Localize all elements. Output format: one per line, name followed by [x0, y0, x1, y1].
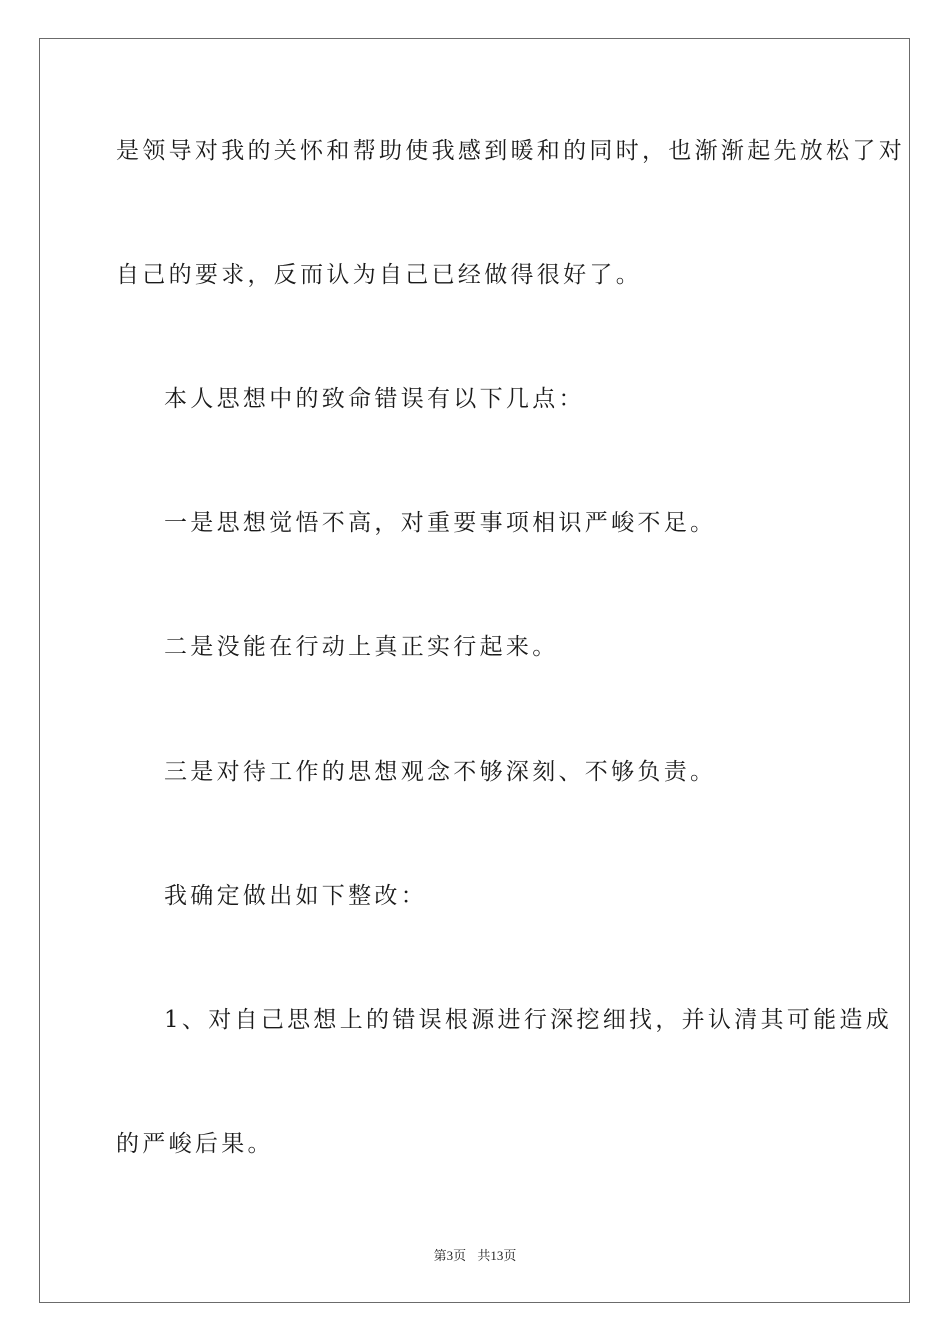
body-text-line: 本人思想中的致命错误有以下几点：: [164, 386, 585, 412]
page-footer: [0, 1247, 950, 1265]
total-pages: 共13页: [477, 1248, 517, 1263]
body-text-line: 自己的要求，反而认为自己已经做得很好了。: [116, 262, 642, 288]
body-text-line: 三是对待工作的思想观念不够深刻、不够负责。: [164, 759, 717, 785]
page-number: 第3页: [433, 1248, 467, 1263]
body-text-line: 我确定做出如下整改：: [164, 883, 427, 909]
page-border: [39, 38, 910, 1303]
body-text-line: 的严峻后果。: [116, 1131, 274, 1157]
body-text-line: 二是没能在行动上真正实行起来。: [164, 634, 559, 660]
body-text-line: 是领导对我的关怀和帮助使我感到暖和的同时，也渐渐起先放松了对: [116, 138, 905, 164]
body-text-line: 一是思想觉悟不高，对重要事项相识严峻不足。: [164, 510, 717, 536]
body-text-line: 1、对自己思想上的错误根源进行深挖细找，并认清其可能造成: [164, 1007, 893, 1033]
